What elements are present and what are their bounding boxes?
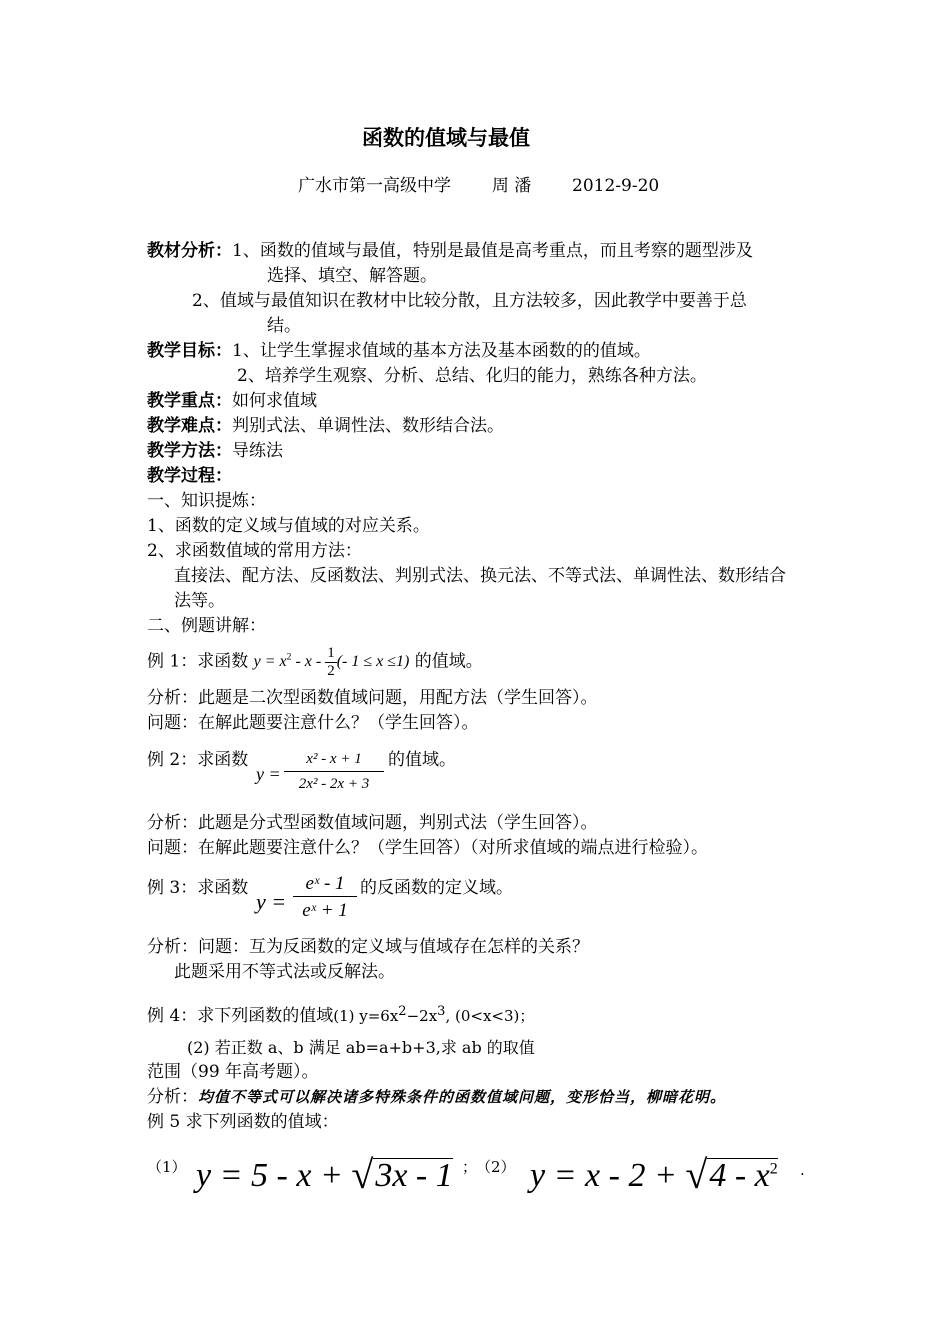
example2-fraction xyxy=(284,752,384,792)
example3-analysis: 分析：问题：互为反函数的定义域与值域存在怎样的关系？ xyxy=(147,937,589,957)
analysis-item2-line1: 2、值域与最值知识在教材中比较分散，且方法较多，因此教学中要善于总 xyxy=(192,291,747,311)
analysis-item1-line2: 选择、填空、解答题。 xyxy=(267,266,437,286)
byline-author: 周 潘 xyxy=(491,176,532,196)
example4-prefix: 例 4：求下列函数的值域 xyxy=(147,1006,334,1026)
goals-label: 教学目标： xyxy=(147,341,232,361)
example4-part1-a: (1) y=6x xyxy=(333,1007,399,1025)
example5-formula1-sqrt: 3x - 1 xyxy=(375,1157,453,1194)
section1-methods-line2: 法等。 xyxy=(174,591,225,611)
example2-denominator: 2x² - 2x + 3 xyxy=(298,776,370,792)
example4-part1: (1) $y=6x^2-2x^3$, (0<x<3)； xyxy=(333,1004,535,1025)
example4-statement xyxy=(147,1005,534,1025)
difficulty-row xyxy=(147,418,504,435)
analysis-label: 教材分析： xyxy=(147,241,232,261)
method-label: 教学方法： xyxy=(147,441,232,461)
example3-fraction xyxy=(293,874,357,920)
byline-date: 2012-9-20 xyxy=(572,176,660,196)
analysis-item1-line1: 1、函数的值域与最值，特别是最值是高考重点，而且考察的题型涉及 xyxy=(232,241,753,261)
example2-lhs: y = xyxy=(256,764,281,784)
page-title: 函数的值域与最值 xyxy=(362,125,530,150)
example1-analysis: 分析：此题是二次型函数值域问题，用配方法（学生回答）。 xyxy=(147,688,598,708)
example1-formula-a: y = x xyxy=(253,653,287,671)
example5-label2: （2） xyxy=(476,1158,516,1176)
section1-p2: 2、求函数值域的常用方法： xyxy=(147,541,362,561)
example1-question: 问题：在解此题要注意什么？（学生回答）。 xyxy=(147,713,479,733)
example3-suffix: 的反函数的定义域。 xyxy=(360,878,513,898)
section2-heading: 二、例题讲解： xyxy=(147,616,266,636)
key-point-row xyxy=(147,393,317,410)
byline xyxy=(298,178,659,195)
example2-analysis: 分析：此题是分式型函数值域问题，判别式法（学生回答）。 xyxy=(147,813,598,833)
byline-school: 广水市第一高级中学 xyxy=(298,176,451,196)
key-point-label: 教学重点： xyxy=(147,391,232,411)
section1-heading: 一、知识提炼： xyxy=(147,491,266,511)
example1-formula: $y = x^2 - x$ - $\frac{1}{2}$ (- 1 ≤ x ≤1) xyxy=(253,645,410,680)
example1-frac-den: 2 xyxy=(327,663,335,680)
example5-heading: 例 5 求下列函数的值域： xyxy=(147,1112,339,1132)
difficulty-text: 判别式法、单调性法、数形结合法。 xyxy=(232,416,504,436)
section1-p1: 1、函数的定义域与值域的对应关系。 xyxy=(147,516,430,536)
example3-denominator: eˣ + 1 xyxy=(302,900,348,921)
analysis-item2-line2: 结。 xyxy=(267,316,301,336)
example1-fraction xyxy=(325,645,337,681)
example5-formula2-a: y = x - 2 + xyxy=(530,1157,686,1194)
example4-part1-c: , (0<x<3)； xyxy=(445,1007,535,1025)
example2-prefix: 例 2：求函数 xyxy=(147,750,249,770)
difficulty-label: 教学难点： xyxy=(147,416,232,436)
method-text: 导练法 xyxy=(232,441,283,461)
section1-methods-line1: 直接法、配方法、反函数法、判别式法、换元法、不等式法、单调性法、数形结合 xyxy=(174,566,786,586)
example1-formula-c: (- 1 ≤ x ≤1) xyxy=(336,653,410,671)
example2-numerator: x² - x + 1 xyxy=(284,752,384,772)
example1-formula-b: - x - xyxy=(291,653,326,671)
example3-numerator: eˣ - 1 xyxy=(293,874,357,897)
goals-row-1 xyxy=(147,343,651,360)
example4-part1-b: −2x xyxy=(406,1007,438,1025)
example1-statement xyxy=(147,645,483,681)
example3-prefix: 例 3：求函数 xyxy=(147,878,249,898)
example3-method: 此题采用不等式法或反解法。 xyxy=(174,962,395,982)
example5-formula1-a: y = 5 - x + xyxy=(196,1157,352,1194)
example4-analysis-text: 均值不等式可以解决诸多特殊条件的函数值域问题，变形恰当，柳暗花明。 xyxy=(198,1088,727,1106)
example5-formula2-sqrt-text: 4 - x xyxy=(709,1157,770,1194)
example5-formula2: $y = x - 2 + √4 - x^2$ xyxy=(530,1152,778,1197)
example4-analysis xyxy=(147,1089,726,1106)
goals-item1: 1、让学生掌握求值域的基本方法及基本函数的的值域。 xyxy=(232,341,651,361)
method-row xyxy=(147,443,283,460)
example5-formula1: y = 5 - x + √3x - 1 xyxy=(196,1152,453,1197)
example1-suffix: 的值域。 xyxy=(414,651,483,672)
example4-analysis-label: 分析： xyxy=(147,1087,198,1107)
process-label: 教学过程： xyxy=(147,466,232,486)
example5-separator: ； xyxy=(462,1158,478,1176)
example5-end: . xyxy=(800,1161,805,1179)
example2-question: 问题：在解此题要注意什么？（学生回答）（对所求值域的端点进行检验）。 xyxy=(147,838,708,858)
example2-suffix: 的值域。 xyxy=(388,750,456,770)
example5-label1: （1） xyxy=(147,1158,187,1176)
example4-part2: (2) 若正数 a、b 满足 ab=a+b+3,求 ab 的取值 xyxy=(187,1038,535,1057)
example1-prefix: 例 1：求函数 xyxy=(147,651,249,672)
analysis-row-1 xyxy=(147,243,753,260)
example3-lhs: y = xyxy=(256,889,287,914)
example5-formula2-sqrt: $4 - x^2$ xyxy=(709,1157,778,1194)
key-point-text: 如何求值域 xyxy=(232,391,317,411)
goals-item2: 2、培养学生观察、分析、总结、化归的能力，熟练各种方法。 xyxy=(237,366,707,386)
example1-frac-num: 1 xyxy=(325,645,337,663)
example4-part2-cont: 范围（99 年高考题）。 xyxy=(147,1062,319,1082)
